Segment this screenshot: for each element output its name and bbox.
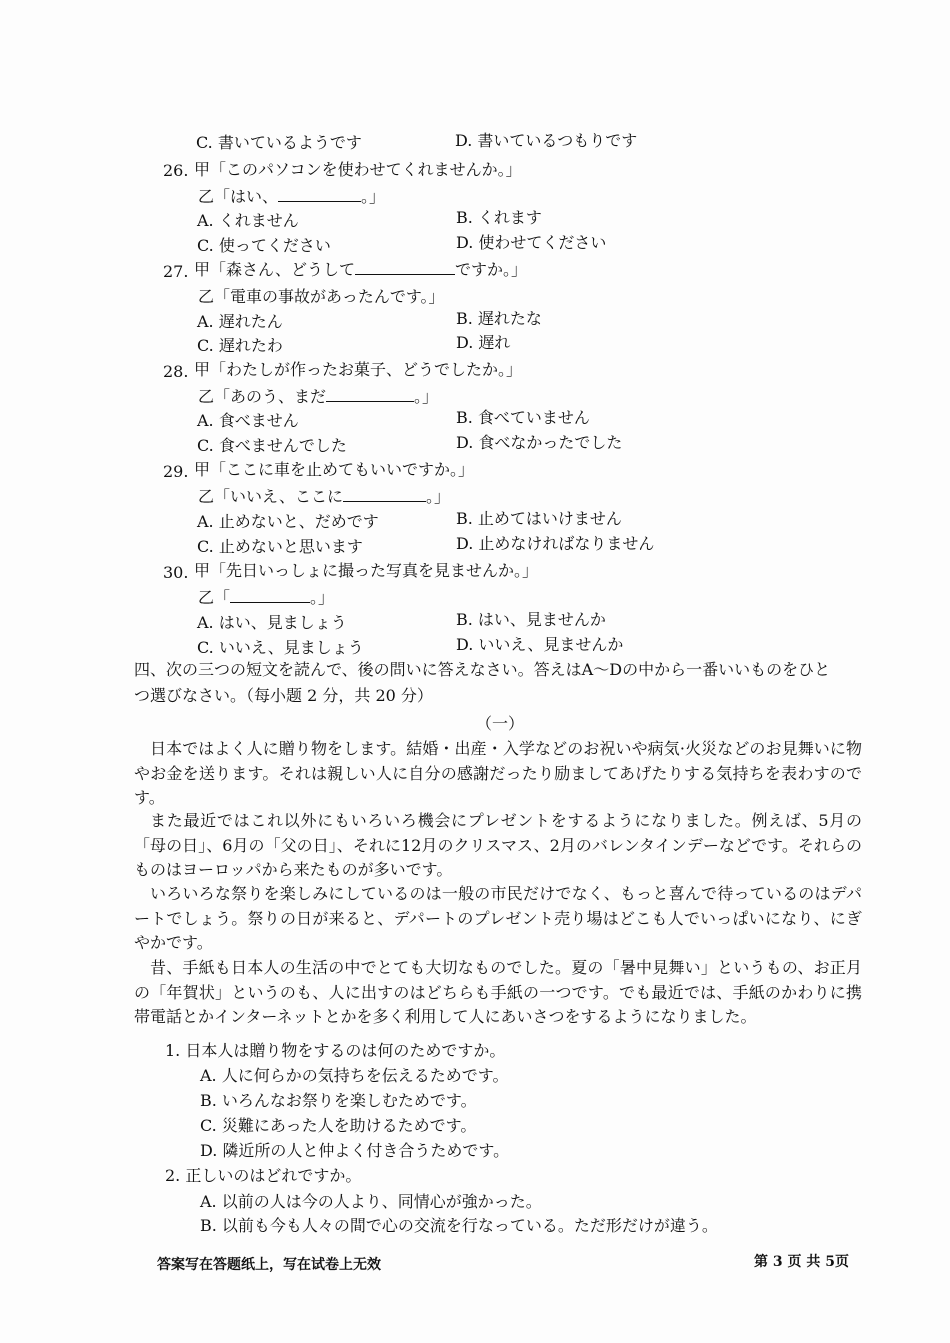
section4-instruction-line1: 四、次の三つの短文を読んで、後の問いに答えなさい。答えはA～Dの中から一番いいものをひと	[134, 660, 831, 679]
q25-option-c: C. 書いているようです	[196, 133, 362, 152]
reading-q1-stem: 1. 日本人は贈り物をするのは何のためですか。	[165, 1041, 506, 1060]
reading-q1-option-d: D. 隣近所の人と仲よく付き合うためです。	[200, 1141, 510, 1160]
q27-stem-a-post: ですか。」	[454, 260, 527, 279]
reading-q1-option-a: A. 人に何らかの気持ちを伝えるためです。	[200, 1066, 509, 1085]
q28-option-d: D. 食べなかったでした	[456, 433, 623, 452]
answer-blank	[230, 588, 310, 603]
answer-blank	[278, 187, 361, 202]
reading-q1-option-b: B. いろんなお祭りを楽しむためです。	[200, 1091, 477, 1110]
q29-option-c: C. 止めないと思います	[197, 537, 363, 556]
q30-stem-b-post: 。」	[310, 588, 335, 607]
q30-number: 30.	[163, 563, 189, 582]
q28-number: 28.	[163, 362, 189, 381]
q30-stem-b	[198, 588, 334, 608]
q28-option-a: A. 食べません	[197, 411, 299, 430]
q26-stem-a: 甲「このパソコンを使わせてくれませんか。」	[194, 160, 522, 179]
q28-stem-b-post: 。」	[414, 387, 439, 406]
q29-option-a: A. 止めないと、だめです	[197, 512, 379, 531]
q30-option-a: A. はい、見ましょう	[197, 613, 347, 632]
q30-stem-a: 甲「先日いっしょに撮った写真を見ませんか。」	[194, 561, 539, 580]
q28-stem-b-pre: 乙「あのう、まだ	[198, 387, 327, 406]
q29-stem-a: 甲「ここに車を止めてもいいですか。」	[194, 460, 475, 479]
q27-stem-a	[194, 260, 527, 280]
q28-stem-b	[198, 387, 438, 407]
q26-stem-b-pre: 乙「はい、	[198, 187, 279, 206]
q29-stem-b	[198, 487, 450, 507]
q29-number: 29.	[163, 462, 189, 481]
passage-paragraph-4: 昔、手紙も日本人の生活の中でとても大切なものでした。夏の「暑中見舞い」というもの、お正月の「年賀状」というのも、人に出すのはどちらも手紙の一つです。でも最近では、手紙のかわりに携帯電話とかインターネットとかを多く利用して人にあいさつをするようになりました。	[134, 958, 862, 1026]
reading-q2-stem: 2. 正しいのはどれですか。	[165, 1166, 362, 1185]
q28-option-b: B. 食べていません	[456, 408, 590, 427]
q26-stem-b-post: 。」	[361, 187, 386, 206]
passage-paragraph-1: 日本ではよく人に贈り物をします。結婚・出産・入学などのお祝いや病気·火災などのお見舞いに物やお金を送ります。それは親しい人に自分の感謝だったり励ましてあげたりする気持ちを表わすのです。	[134, 739, 862, 807]
q29-stem-b-pre: 乙「いいえ、ここに	[198, 487, 343, 506]
q27-option-b: B. 遅れたな	[456, 309, 542, 328]
q26-option-b: B. くれます	[456, 208, 542, 227]
q26-stem-b	[198, 187, 385, 207]
q26-option-a: A. くれません	[197, 211, 299, 230]
q30-option-c: C. いいえ、見ましょう	[197, 638, 364, 657]
q27-option-a: A. 遅れたん	[197, 312, 283, 331]
q26-option-c: C. 使ってください	[197, 236, 331, 255]
q27-stem-b: 乙「電車の事故があったんです。」	[198, 287, 445, 306]
q29-option-d: D. 止めなければなりません	[456, 534, 655, 553]
page-number: 第 3 页 共 5页	[754, 1254, 849, 1270]
q27-option-c: C. 遅れたわ	[197, 336, 283, 355]
q27-stem-a-pre: 甲「森さん、どうして	[194, 260, 355, 279]
passage-paragraph-2: また最近ではこれ以外にもいろいろ機会にプレゼントをするようになりました。例えば、5月の「母の日」、6月の「父の日」、それに12月のクリスマス、2月のバレンタインデーなどです。それらのものはヨーロッパから来たものが多いです。	[134, 811, 862, 879]
q26-option-d: D. 使わせてください	[456, 233, 607, 252]
q30-option-d: D. いいえ、見ませんか	[456, 635, 624, 654]
q30-stem-b-pre: 乙「	[198, 588, 231, 607]
q29-option-b: B. 止めてはいけません	[456, 509, 622, 528]
q25-option-d: D. 書いているつもりです	[455, 131, 638, 150]
q26-number: 26.	[163, 161, 189, 180]
q28-stem-a: 甲「わたしが作ったお菓子、どうでしたか。」	[194, 360, 523, 379]
passage-paragraph-3: いろいろな祭りを楽しみにしているのは一般の市民だけでなく、もっと喜んで待っているのはデパートでしょう。祭りの日が来ると、デパートのプレゼント売り場はどこも人でいっぱいになり、にぎやかです。	[134, 884, 862, 952]
footer-notice: 答案写在答题纸上，写在试卷上无效	[157, 1257, 381, 1273]
section4-instruction-line2: つ選びなさい。（每小题 2 分，共 20 分）	[134, 686, 433, 705]
passage-title: （一）	[475, 714, 524, 733]
answer-blank	[326, 387, 414, 402]
answer-blank	[343, 487, 426, 502]
q29-stem-b-post: 。」	[425, 487, 450, 506]
reading-q2-option-a: A. 以前の人は今の人より、同情心が強かった。	[200, 1192, 542, 1211]
q28-option-c: C. 食べませんでした	[197, 436, 347, 455]
reading-q2-option-b: B. 以前も今も人々の間で心の交流を行なっている。ただ形だけが違う。	[200, 1216, 718, 1235]
q27-option-d: D. 遅れ	[456, 333, 511, 352]
answer-blank	[355, 260, 455, 275]
q27-number: 27.	[163, 262, 189, 281]
reading-q1-option-c: C. 災難にあった人を助けるためです。	[200, 1116, 477, 1135]
q30-option-b: B. はい、見ませんか	[456, 610, 606, 629]
